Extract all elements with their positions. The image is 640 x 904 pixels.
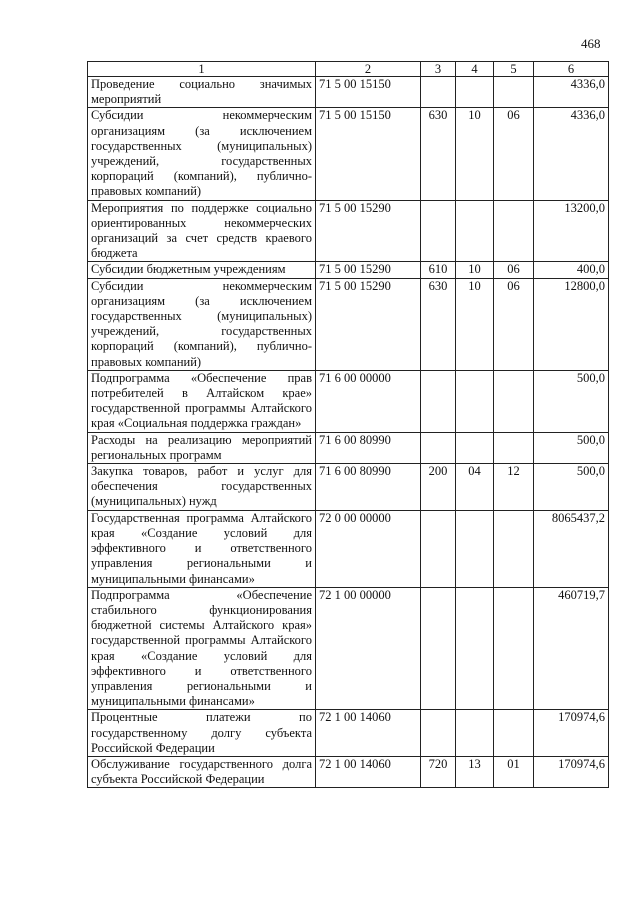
row-expense-type-cell — [421, 510, 456, 587]
row-amount-cell: 4336,0 — [534, 108, 609, 200]
row-name-cell: Процентные платежи по государственному долгу субъекта Российской Федерации — [88, 710, 316, 757]
row-name-cell: Проведение социально значимых мероприятий — [88, 77, 316, 108]
row-subsection-cell — [494, 200, 534, 262]
row-code-cell: 71 5 00 15150 — [316, 77, 421, 108]
row-expense-type-cell: 630 — [421, 278, 456, 370]
row-amount-cell: 12800,0 — [534, 278, 609, 370]
row-amount-cell: 500,0 — [534, 370, 609, 432]
row-code-cell: 72 1 00 00000 — [316, 587, 421, 710]
row-expense-type-cell — [421, 432, 456, 463]
row-name-cell: Обслуживание государственного долга субъекта Российской Федерации — [88, 756, 316, 787]
table-row — [88, 432, 609, 463]
row-subsection-cell — [494, 370, 534, 432]
row-code-cell: 71 5 00 15290 — [316, 262, 421, 278]
row-section-cell: 10 — [456, 278, 494, 370]
row-name-cell: Подпрограмма «Обеспечение прав потребителей в Алтайском крае» государственной программы Алтайского края «Социальная поддержка граждан» — [88, 370, 316, 432]
row-name-cell: Расходы на реализацию мероприятий региональных программ — [88, 432, 316, 463]
row-section-cell: 13 — [456, 756, 494, 787]
table-row — [88, 464, 609, 511]
row-section-cell: 10 — [456, 262, 494, 278]
row-subsection-cell — [494, 432, 534, 463]
table-row — [88, 710, 609, 757]
table-row — [88, 587, 609, 710]
column-header: 5 — [494, 62, 534, 77]
row-code-cell: 71 6 00 00000 — [316, 370, 421, 432]
table-row — [88, 77, 609, 108]
row-subsection-cell — [494, 710, 534, 757]
row-subsection-cell: 01 — [494, 756, 534, 787]
row-amount-cell: 170974,6 — [534, 710, 609, 757]
row-code-cell: 72 1 00 14060 — [316, 710, 421, 757]
row-subsection-cell: 06 — [494, 262, 534, 278]
row-code-cell: 71 6 00 80990 — [316, 432, 421, 463]
row-expense-type-cell — [421, 710, 456, 757]
page-number: 468 — [581, 36, 601, 51]
row-section-cell: 10 — [456, 108, 494, 200]
row-name-cell: Государственная программа Алтайского края «Создание условий для эффективного и ответственного управления региональными и муниципальными финансами» — [88, 510, 316, 587]
row-amount-cell: 400,0 — [534, 262, 609, 278]
column-header: 6 — [534, 62, 609, 77]
row-section-cell — [456, 432, 494, 463]
row-amount-cell: 4336,0 — [534, 77, 609, 108]
row-code-cell: 71 5 00 15290 — [316, 200, 421, 262]
row-amount-cell: 500,0 — [534, 464, 609, 511]
row-expense-type-cell — [421, 587, 456, 710]
row-section-cell: 04 — [456, 464, 494, 511]
row-name-cell: Субсидии некоммерческим организациям (за исключением государственных (муниципальных) учреждений, государственных корпораций (компаний), публично-правовых компаний) — [88, 108, 316, 200]
row-expense-type-cell — [421, 370, 456, 432]
row-name-cell: Закупка товаров, работ и услуг для обеспечения государственных (муниципальных) нужд — [88, 464, 316, 511]
column-header: 1 — [88, 62, 316, 77]
row-amount-cell: 500,0 — [534, 432, 609, 463]
row-amount-cell: 170974,6 — [534, 756, 609, 787]
row-amount-cell: 13200,0 — [534, 200, 609, 262]
row-code-cell: 71 6 00 80990 — [316, 464, 421, 511]
table-row — [88, 262, 609, 278]
row-section-cell — [456, 200, 494, 262]
table-row — [88, 756, 609, 787]
row-expense-type-cell — [421, 77, 456, 108]
row-amount-cell: 460719,7 — [534, 587, 609, 710]
row-subsection-cell — [494, 587, 534, 710]
row-section-cell — [456, 370, 494, 432]
row-section-cell — [456, 510, 494, 587]
budget-table — [87, 61, 609, 788]
table-row — [88, 278, 609, 370]
row-expense-type-cell: 200 — [421, 464, 456, 511]
column-header: 2 — [316, 62, 421, 77]
row-subsection-cell: 06 — [494, 278, 534, 370]
row-expense-type-cell: 720 — [421, 756, 456, 787]
column-header: 4 — [456, 62, 494, 77]
table-row — [88, 200, 609, 262]
row-code-cell: 71 5 00 15290 — [316, 278, 421, 370]
row-subsection-cell — [494, 77, 534, 108]
row-section-cell — [456, 710, 494, 757]
row-subsection-cell: 06 — [494, 108, 534, 200]
row-code-cell: 72 0 00 00000 — [316, 510, 421, 587]
table-row — [88, 108, 609, 200]
row-code-cell: 71 5 00 15150 — [316, 108, 421, 200]
row-section-cell — [456, 77, 494, 108]
row-expense-type-cell: 610 — [421, 262, 456, 278]
row-subsection-cell — [494, 510, 534, 587]
row-code-cell: 72 1 00 14060 — [316, 756, 421, 787]
table-row — [88, 370, 609, 432]
row-amount-cell: 8065437,2 — [534, 510, 609, 587]
column-header: 3 — [421, 62, 456, 77]
row-subsection-cell: 12 — [494, 464, 534, 511]
row-name-cell: Подпрограмма «Обеспечение стабильного функционирования бюджетной системы Алтайского края» государственной программы Алтайского края «Создание условий для эффективного и ответственного управления региональными и муниципальными финансами» — [88, 587, 316, 710]
table-body — [88, 77, 609, 788]
row-section-cell — [456, 587, 494, 710]
row-name-cell: Субсидии бюджетным учреждениям — [88, 262, 316, 278]
row-expense-type-cell — [421, 200, 456, 262]
table-header-row — [88, 62, 609, 77]
row-expense-type-cell: 630 — [421, 108, 456, 200]
row-name-cell: Субсидии некоммерческим организациям (за исключением государственных (муниципальных) учреждений, государственных корпораций (компаний), публично-правовых компаний) — [88, 278, 316, 370]
table-row — [88, 510, 609, 587]
row-name-cell: Мероприятия по поддержке социально ориентированных некоммерческих организаций за счет средств краевого бюджета — [88, 200, 316, 262]
